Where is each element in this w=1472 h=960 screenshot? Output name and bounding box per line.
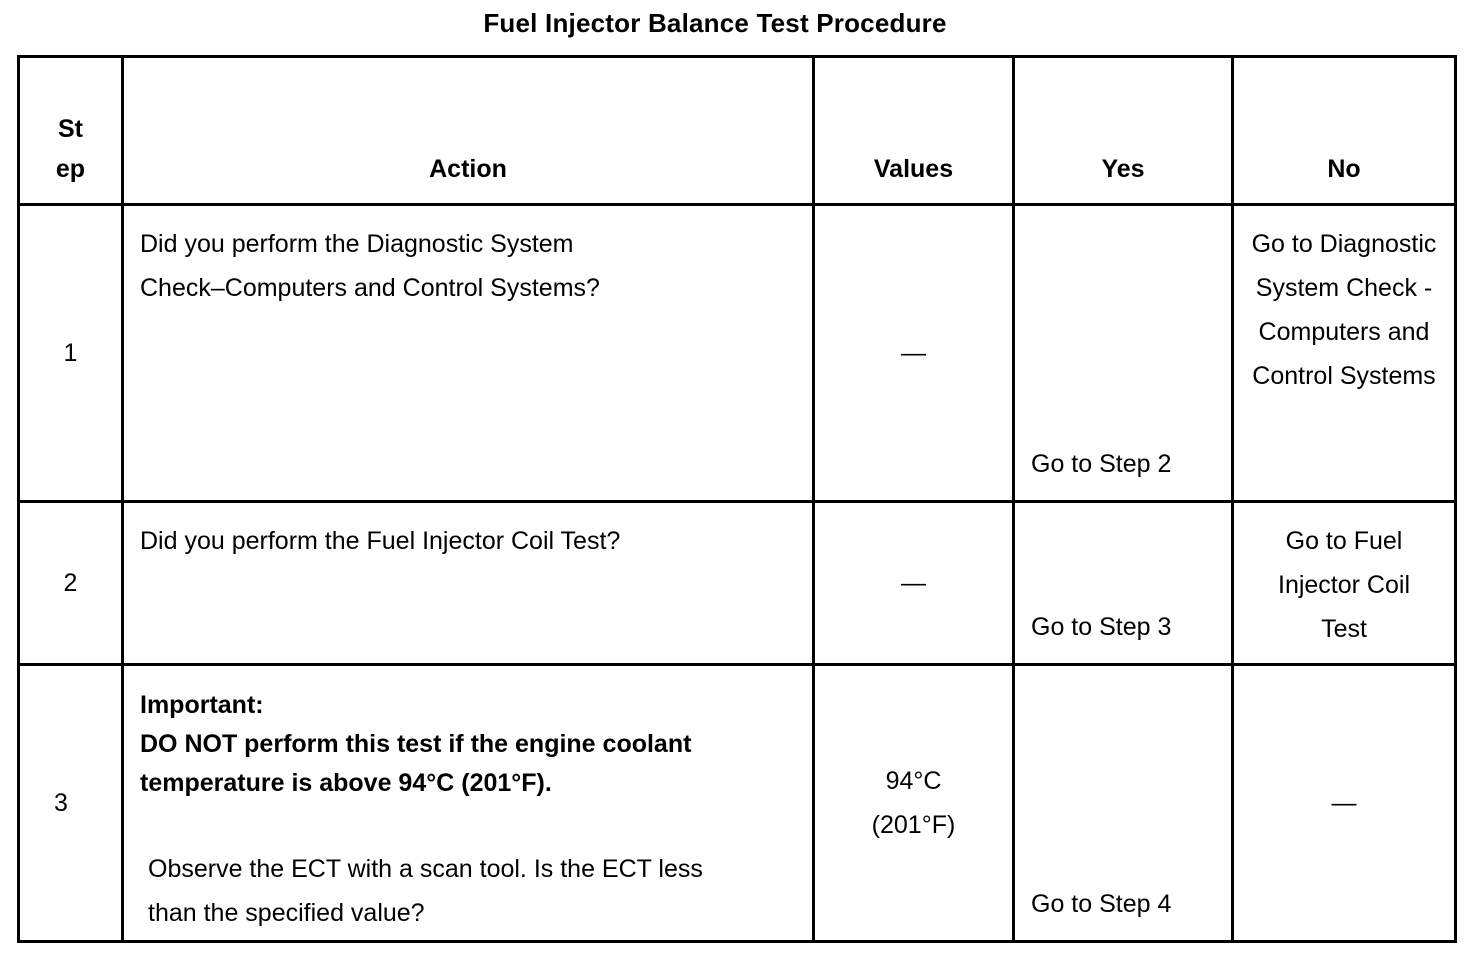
action-cell <box>123 665 814 942</box>
action-text: Observe the ECT with a scan tool. Is the ECT less than the specified value? <box>148 855 703 927</box>
step-cell: 1 <box>19 205 123 502</box>
header-no: No <box>1233 57 1456 205</box>
important-label: Important: <box>140 691 264 719</box>
action-cell: Did you perform the Fuel Injector Coil Test? <box>123 502 814 665</box>
yes-cell: Go to Step 4 <box>1014 665 1233 942</box>
table-row <box>19 665 1456 942</box>
yes-cell: Go to Step 2 <box>1014 205 1233 502</box>
important-text: DO NOT perform this test if the engine coolant temperature is above 94°C (201°F). <box>140 730 692 797</box>
step-cell: 2 <box>19 502 123 665</box>
header-step <box>19 57 123 205</box>
header-step-label: St ep <box>55 115 86 183</box>
table-header-row <box>19 57 1456 205</box>
values-cell: — <box>814 205 1014 502</box>
yes-cell: Go to Step 3 <box>1014 502 1233 665</box>
table-row <box>19 205 1456 502</box>
table-row <box>19 502 1456 665</box>
values-cell: — <box>814 502 1014 665</box>
header-yes: Yes <box>1014 57 1233 205</box>
values-cell: 94°C (201°F) <box>814 665 1014 942</box>
no-cell: Go to Diagnostic System Check - Computers and Control Systems <box>1233 205 1456 502</box>
page-title: Fuel Injector Balance Test Procedure <box>483 8 947 38</box>
header-values: Values <box>814 57 1014 205</box>
step-cell: 3 <box>19 665 123 942</box>
header-action: Action <box>123 57 814 205</box>
action-cell: Did you perform the Diagnostic System Check–Computers and Control Systems? <box>123 205 814 502</box>
no-cell: — <box>1233 665 1456 942</box>
no-cell: Go to Fuel Injector Coil Test <box>1233 502 1456 665</box>
procedure-table <box>17 55 1457 943</box>
